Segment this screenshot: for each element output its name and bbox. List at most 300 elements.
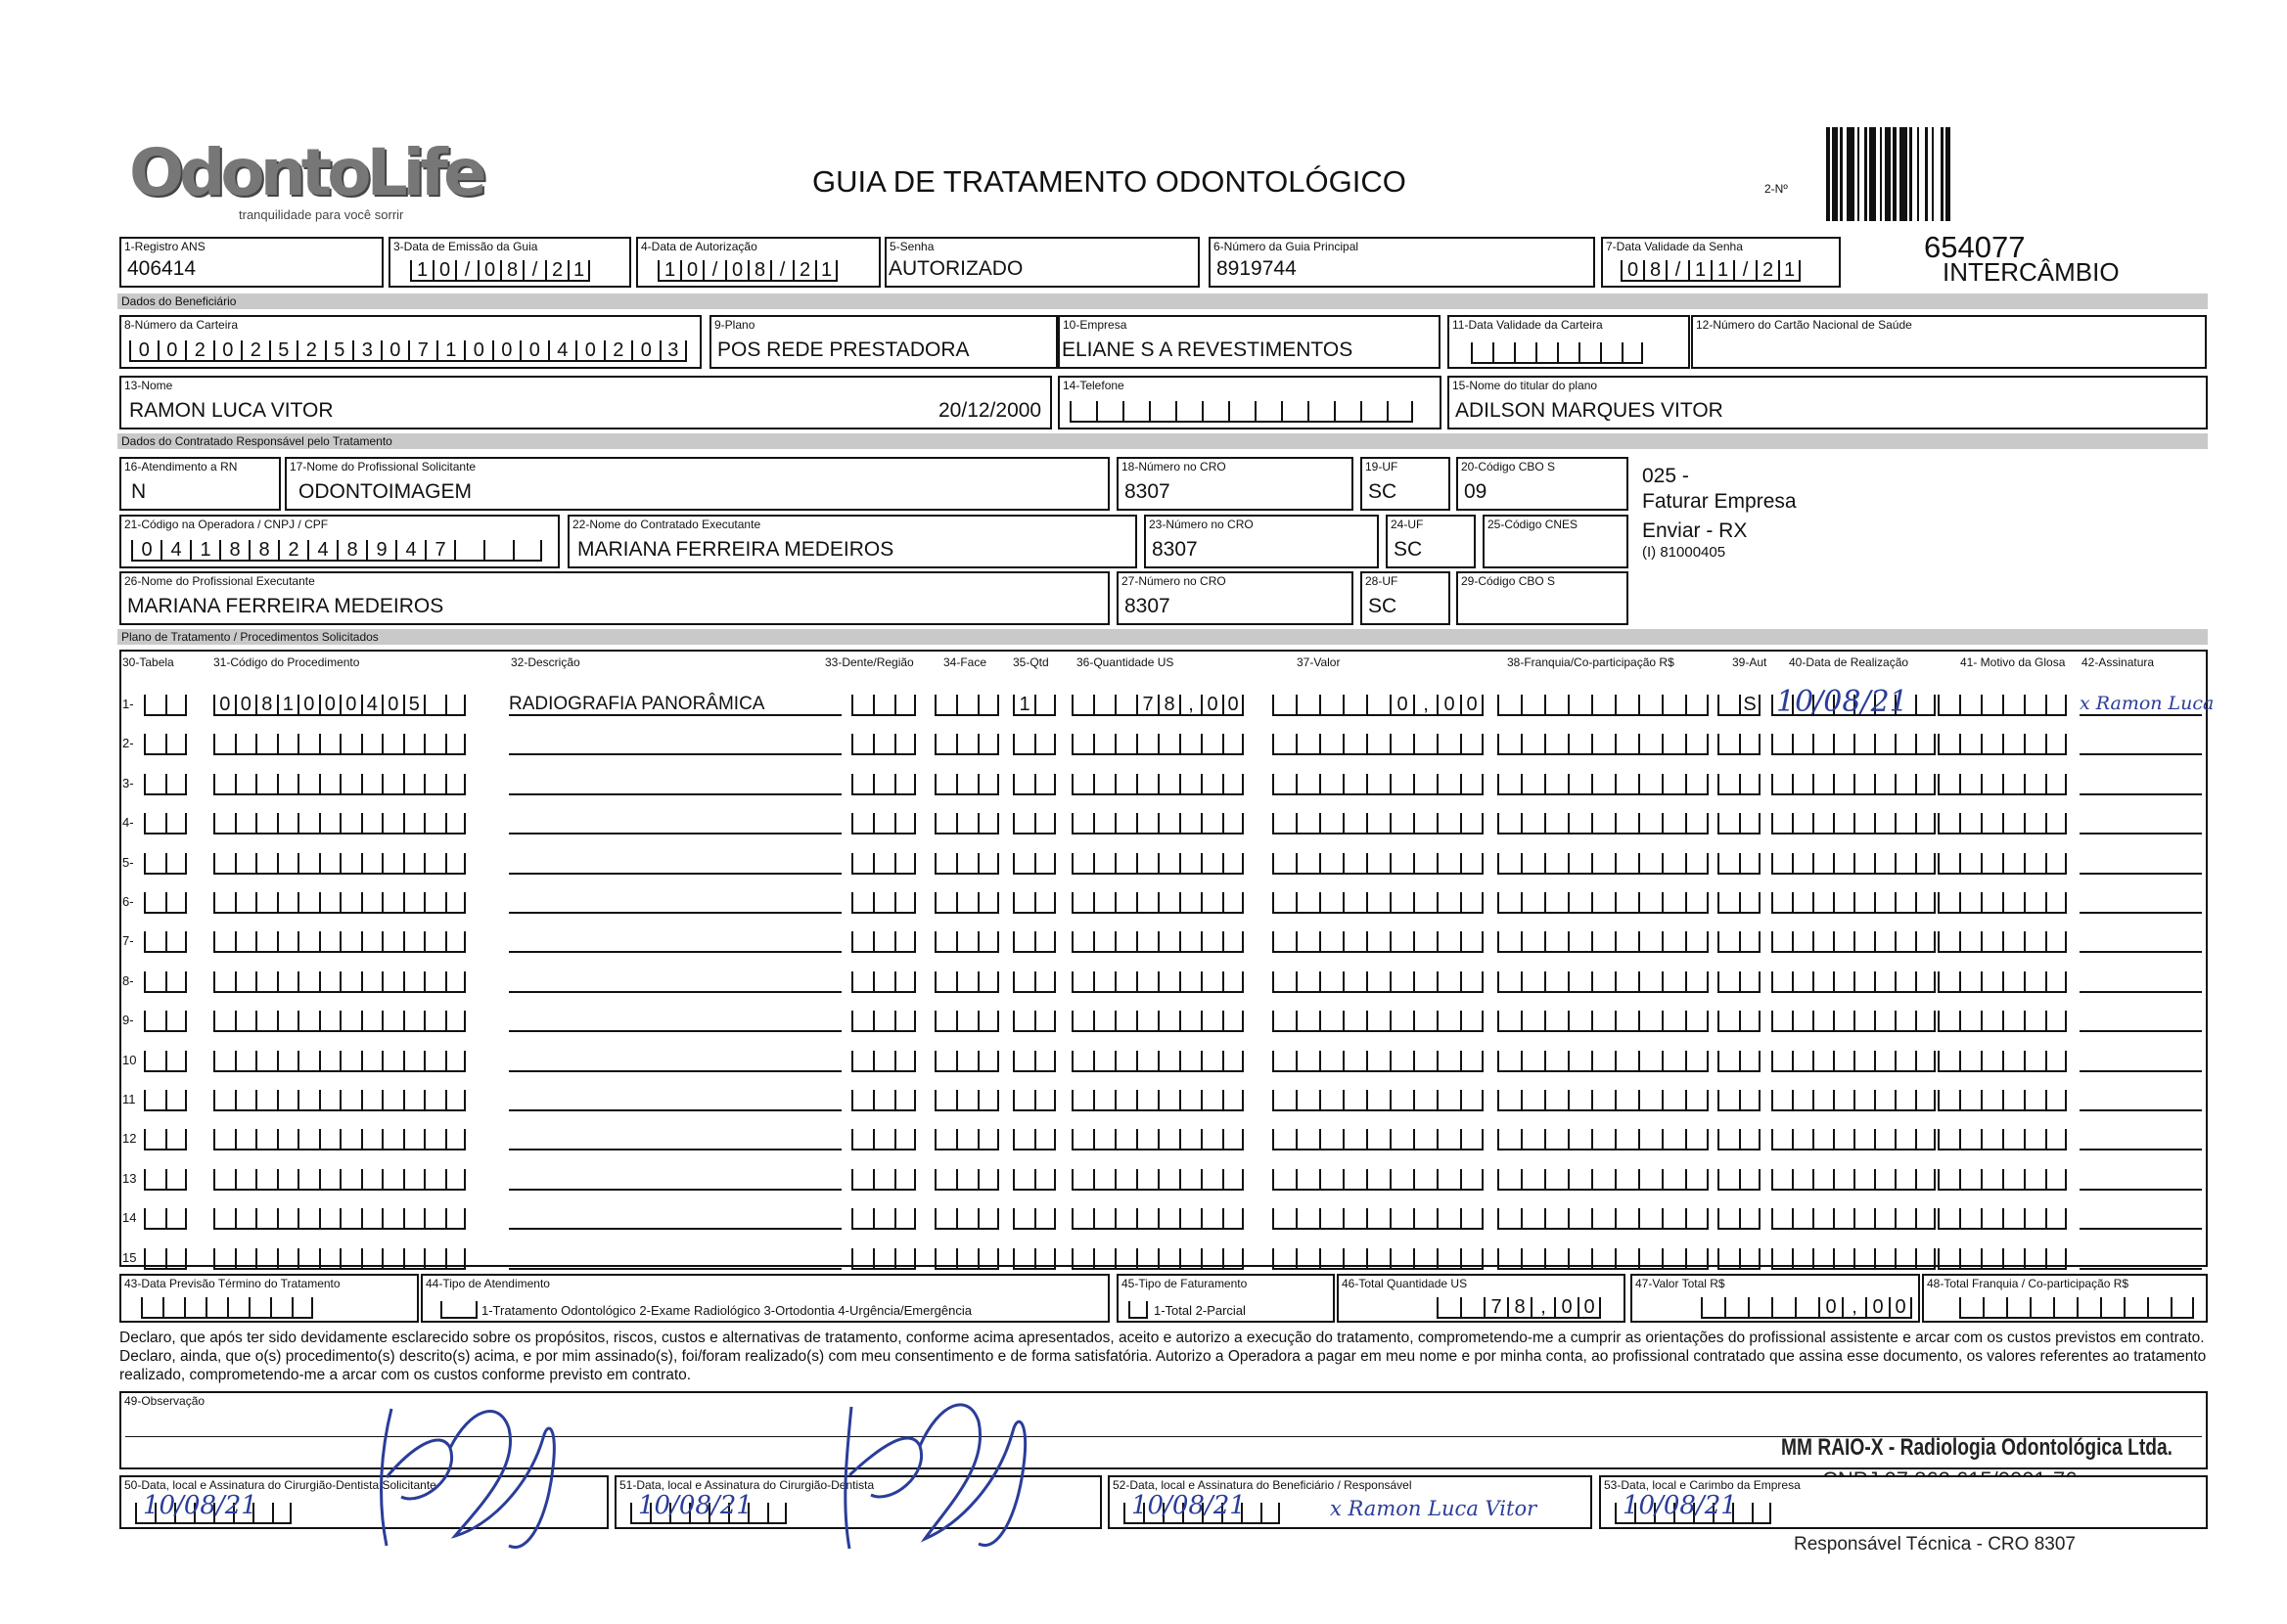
row-cells[interactable] <box>1072 1208 1244 1230</box>
row-cells[interactable] <box>213 892 466 914</box>
row-signature-line[interactable] <box>2080 1128 2202 1150</box>
field-previsao-termino[interactable] <box>119 1274 419 1323</box>
row-cells[interactable] <box>935 734 999 755</box>
row-cells[interactable] <box>1272 695 1484 716</box>
digit-cell <box>1981 1248 2002 1270</box>
row-cells[interactable] <box>144 1129 187 1150</box>
digit-cell <box>277 813 298 835</box>
row-cells[interactable] <box>144 695 187 716</box>
digit-cell <box>1938 1090 1959 1111</box>
row-cells[interactable] <box>1272 853 1484 875</box>
row-cells[interactable] <box>1272 734 1484 755</box>
row-cells[interactable] <box>144 774 187 795</box>
row-cells[interactable] <box>1013 1248 1056 1270</box>
row-cells[interactable] <box>935 695 999 716</box>
row-cells[interactable] <box>1771 971 1936 993</box>
row-cells[interactable] <box>935 813 999 835</box>
digit-cell <box>403 813 425 835</box>
digit-cell <box>1685 1248 1709 1270</box>
row-cells[interactable] <box>144 1248 187 1270</box>
field-senha[interactable] <box>885 237 1200 288</box>
row-cells[interactable] <box>1072 813 1244 835</box>
row-cells[interactable] <box>144 931 187 953</box>
digit-cell <box>1521 1129 1544 1150</box>
row-cells[interactable] <box>1717 1090 1761 1111</box>
row-cells[interactable] <box>1013 1051 1056 1072</box>
row-cells[interactable] <box>1272 813 1484 835</box>
row-cells[interactable] <box>144 1090 187 1111</box>
field-numero-carteira[interactable] <box>119 315 702 369</box>
row-signature-line[interactable] <box>2080 930 2202 953</box>
row-signature-line[interactable] <box>2080 1247 2202 1270</box>
row-cells[interactable] <box>1072 734 1244 755</box>
row-cells[interactable] <box>1497 1169 1709 1191</box>
row-signature-line[interactable] <box>2080 1168 2202 1191</box>
row-cells[interactable] <box>1272 1090 1484 1111</box>
row-cells[interactable] <box>213 1011 466 1032</box>
field-assinatura-beneficiario[interactable] <box>1108 1475 1592 1529</box>
row-cells[interactable] <box>1497 1208 1709 1230</box>
row-cells[interactable] <box>144 853 187 875</box>
digit-cell <box>1222 1129 1244 1150</box>
digit-cell: 7 <box>425 540 454 562</box>
row-cells[interactable] <box>213 1129 466 1150</box>
row-cells[interactable] <box>1771 931 1936 953</box>
row-cells[interactable] <box>1717 734 1761 755</box>
row-cells[interactable] <box>1497 734 1709 755</box>
digit-cell <box>1959 734 1981 755</box>
digit-cell <box>1272 971 1296 993</box>
row-cells[interactable] <box>1497 931 1709 953</box>
row-description[interactable] <box>509 773 842 795</box>
row-description[interactable] <box>509 970 842 993</box>
digit-cell <box>1158 1248 1179 1270</box>
row-number: 13 <box>122 1170 137 1186</box>
row-cells[interactable] <box>851 1011 916 1032</box>
row-cells[interactable] <box>1072 853 1244 875</box>
row-cells[interactable] <box>1272 971 1484 993</box>
digit-cell <box>1568 892 1591 914</box>
row-cells[interactable] <box>1938 1248 2067 1270</box>
digit-cell <box>1717 734 1739 755</box>
row-cells[interactable] <box>1272 1129 1484 1150</box>
row-cells[interactable] <box>1497 695 1709 716</box>
row-cells[interactable] <box>1717 1051 1761 1072</box>
field-uf[interactable] <box>1360 457 1450 511</box>
row-description[interactable] <box>509 1050 842 1072</box>
row-cells[interactable] <box>1771 1248 1936 1270</box>
row-cells[interactable] <box>935 892 999 914</box>
row-cells[interactable] <box>935 931 999 953</box>
row-cells[interactable] <box>1497 1129 1709 1150</box>
row-description[interactable] <box>509 733 842 755</box>
birth-date: 20/12/2000 <box>938 399 1042 422</box>
row-cells[interactable] <box>1717 1129 1761 1150</box>
field-total-quantidade-us[interactable] <box>1337 1274 1625 1323</box>
row-cells[interactable] <box>1938 695 2067 716</box>
digit-cell <box>1895 1248 1915 1270</box>
field-empresa[interactable] <box>1058 315 1441 369</box>
row-cells[interactable] <box>1272 931 1484 953</box>
field-telefone[interactable] <box>1058 376 1441 429</box>
row-cells[interactable] <box>1938 1051 2067 1072</box>
row-cells[interactable] <box>935 1011 999 1032</box>
digit-cell: 1 <box>277 695 298 716</box>
row-cells[interactable] <box>1717 695 1761 716</box>
row-cells[interactable] <box>1938 892 2067 914</box>
row-cells[interactable] <box>1072 1090 1244 1111</box>
row-cells[interactable] <box>213 1051 466 1072</box>
row-description[interactable] <box>509 1168 842 1191</box>
row-description[interactable] <box>509 1010 842 1032</box>
field-codigo-cbo[interactable] <box>1456 457 1628 511</box>
row-cells[interactable] <box>1938 774 2067 795</box>
row-cells[interactable] <box>1717 931 1761 953</box>
row-cells[interactable] <box>1938 1169 2067 1191</box>
row-signature-line[interactable] <box>2080 1089 2202 1111</box>
row-cells[interactable] <box>851 971 916 993</box>
field-atendimento-rn[interactable] <box>119 457 281 511</box>
digit-cell <box>403 1169 425 1191</box>
row-cells[interactable] <box>1717 1011 1761 1032</box>
row-cells[interactable] <box>1771 1129 1936 1150</box>
digit-cell <box>1812 1011 1833 1032</box>
row-cells[interactable] <box>851 734 916 755</box>
row-cells[interactable] <box>1013 1169 1056 1191</box>
row-description[interactable] <box>509 852 842 875</box>
digit-cell <box>2024 1169 2045 1191</box>
digit-cell <box>1959 774 1981 795</box>
row-cells[interactable] <box>1072 892 1244 914</box>
row-cells[interactable] <box>851 931 916 953</box>
row-cells[interactable] <box>935 1090 999 1111</box>
row-cells[interactable] <box>1497 853 1709 875</box>
digit-cell <box>1717 853 1739 875</box>
row-cells[interactable] <box>1072 1248 1244 1270</box>
digit-cell <box>361 1208 383 1230</box>
digit-cell <box>1343 1169 1366 1191</box>
digit-cell <box>297 813 319 835</box>
row-cells[interactable] <box>1272 1051 1484 1072</box>
row-cells[interactable] <box>1497 774 1709 795</box>
digit-cell <box>255 1248 277 1270</box>
row-cells[interactable] <box>1013 774 1056 795</box>
digit-cell <box>1544 1208 1568 1230</box>
row-cells[interactable] <box>1013 892 1056 914</box>
row-cells[interactable] <box>1771 1208 1936 1230</box>
row-cells[interactable] <box>1497 1051 1709 1072</box>
row-description[interactable] <box>509 1089 842 1111</box>
digit-cell: 4 <box>395 540 425 562</box>
digit-cell <box>424 1169 445 1191</box>
row-description[interactable] <box>509 891 842 914</box>
row-cells[interactable] <box>1771 1011 1936 1032</box>
digit-cell <box>1812 971 1833 993</box>
row-cells[interactable] <box>1717 813 1761 835</box>
row-cells[interactable] <box>1771 892 1936 914</box>
field-cro-profissional-executante[interactable] <box>1117 571 1353 625</box>
row-cells[interactable] <box>935 853 999 875</box>
row-cells[interactable] <box>1013 1129 1056 1150</box>
row-signature-line[interactable] <box>2080 970 2202 993</box>
row-cells[interactable] <box>1272 1208 1484 1230</box>
row-description[interactable] <box>509 1128 842 1150</box>
digit-cell <box>1072 1169 1093 1191</box>
row-cells[interactable] <box>851 695 916 716</box>
field-profissional-executante[interactable] <box>119 571 1110 625</box>
row-cells[interactable] <box>1013 971 1056 993</box>
row-signature-line[interactable] <box>2080 812 2202 835</box>
row-cells[interactable] <box>144 892 187 914</box>
row-cells[interactable] <box>935 1129 999 1150</box>
row-cells[interactable] <box>1938 813 2067 835</box>
row-cells[interactable] <box>213 734 466 755</box>
digit-cell <box>1981 1169 2002 1191</box>
row-cells[interactable] <box>1938 1090 2067 1111</box>
digit-cell <box>767 1503 787 1524</box>
field-data-emissao[interactable] <box>389 237 631 288</box>
field-validade-senha[interactable] <box>1601 237 1841 288</box>
digit-cell <box>1222 1248 1244 1270</box>
digit-cell <box>319 1011 341 1032</box>
field-codigo-cnes[interactable] <box>1483 515 1628 568</box>
digit-cell: 0 <box>1865 1297 1889 1319</box>
digit-cell <box>165 1169 187 1191</box>
digit-cell <box>1662 1248 1685 1270</box>
row-cells[interactable] <box>1013 1090 1056 1111</box>
digit-cell <box>1833 971 1853 993</box>
row-cells[interactable] <box>1771 1169 1936 1191</box>
row-signature-line[interactable] <box>2080 891 2202 914</box>
field-guia-principal[interactable] <box>1209 237 1595 288</box>
row-cells[interactable] <box>1938 1011 2067 1032</box>
row-cells[interactable] <box>1013 1011 1056 1032</box>
row-signature-line[interactable] <box>2080 852 2202 875</box>
digit-cell <box>445 774 467 795</box>
row-cells[interactable] <box>213 813 466 835</box>
row-cells[interactable] <box>851 1051 916 1072</box>
row-cells[interactable] <box>1717 774 1761 795</box>
row-cells[interactable] <box>1717 1248 1761 1270</box>
digit-cell: / <box>1733 260 1756 282</box>
field-registro-ans[interactable] <box>119 237 384 288</box>
row-cells[interactable] <box>1771 1051 1936 1072</box>
digit-cell <box>297 1208 319 1230</box>
digit-cell <box>1072 1011 1093 1032</box>
row-cells[interactable] <box>1497 892 1709 914</box>
digit-cell <box>1895 1169 1915 1191</box>
note-line: (I) 81000405 <box>1642 544 1726 561</box>
row-cells[interactable] <box>851 1208 916 1230</box>
row-cells[interactable] <box>1072 931 1244 953</box>
row-cells[interactable] <box>1072 695 1244 716</box>
row-cells[interactable] <box>1717 892 1761 914</box>
row-cells[interactable] <box>1072 1129 1244 1150</box>
field-validade-carteira[interactable] <box>1447 315 1690 369</box>
checkbox-tipo-faturamento[interactable] <box>1128 1301 1148 1319</box>
field-numero-cro[interactable] <box>1117 457 1353 511</box>
row-cells[interactable] <box>213 971 466 993</box>
row-cells[interactable] <box>1013 853 1056 875</box>
row-cells[interactable] <box>144 1169 187 1191</box>
row-cells[interactable] <box>1497 1090 1709 1111</box>
row-signature-line[interactable] <box>2080 773 2202 795</box>
digit-cell <box>445 1129 467 1150</box>
digit-cell <box>1013 1011 1034 1032</box>
row-cells[interactable] <box>144 734 187 755</box>
row-cells[interactable] <box>935 971 999 993</box>
row-cells[interactable] <box>1771 853 1936 875</box>
digit-cell <box>1179 1051 1201 1072</box>
row-cells[interactable] <box>851 813 916 835</box>
row-cells[interactable] <box>1013 813 1056 835</box>
digit-cell <box>1739 1051 1761 1072</box>
row-signature-line[interactable] <box>2080 1010 2202 1032</box>
digit-cell <box>1179 1208 1201 1230</box>
digit-cell <box>1093 1090 1115 1111</box>
row-cells[interactable] <box>1938 1208 2067 1230</box>
row-cells[interactable] <box>1497 813 1709 835</box>
row-cells[interactable] <box>1272 1011 1484 1032</box>
row-cells[interactable] <box>1717 1208 1761 1230</box>
digit-cell <box>292 1297 313 1319</box>
row-cells[interactable] <box>1013 1208 1056 1230</box>
row-cells[interactable] <box>1938 1129 2067 1150</box>
row-description[interactable]: RADIOGRAFIA PANORÂMICA <box>509 694 842 716</box>
row-cells[interactable] <box>851 1169 916 1191</box>
field-total-franquia[interactable] <box>1922 1274 2208 1323</box>
row-cells[interactable] <box>213 931 466 953</box>
row-cells[interactable] <box>1497 971 1709 993</box>
checkbox-tipo-atendimento[interactable] <box>440 1301 478 1319</box>
digit-cell <box>1390 1090 1413 1111</box>
row-cells[interactable] <box>1013 695 1056 716</box>
row-signature-line[interactable] <box>2080 1207 2202 1230</box>
row-cells[interactable] <box>935 1051 999 1072</box>
row-cells[interactable] <box>144 1208 187 1230</box>
row-description[interactable] <box>509 812 842 835</box>
row-cells[interactable] <box>1072 774 1244 795</box>
row-cells[interactable] <box>1717 1169 1761 1191</box>
row-cells[interactable] <box>1771 1090 1936 1111</box>
row-cells[interactable] <box>1717 971 1761 993</box>
row-cells[interactable] <box>1072 1169 1244 1191</box>
digit-cell <box>956 1129 978 1150</box>
row-cells[interactable] <box>935 1208 999 1230</box>
field-nome[interactable] <box>119 376 1052 429</box>
row-cells[interactable] <box>1771 813 1936 835</box>
row-cells[interactable] <box>213 1090 466 1111</box>
row-cells[interactable] <box>1771 734 1936 755</box>
row-cells[interactable] <box>1272 774 1484 795</box>
field-codigo-operadora[interactable] <box>119 515 560 568</box>
row-cells[interactable] <box>1938 734 2067 755</box>
row-cells[interactable] <box>1938 931 2067 953</box>
row-cells[interactable] <box>144 1011 187 1032</box>
field-data-autorizacao[interactable] <box>636 237 881 288</box>
row-cells[interactable] <box>213 774 466 795</box>
digit-cell <box>1717 1248 1739 1270</box>
row-cells[interactable] <box>1938 971 2067 993</box>
field-valor-total[interactable] <box>1630 1274 1920 1323</box>
digit-cell <box>1034 734 1056 755</box>
row-cells[interactable] <box>1072 1051 1244 1072</box>
field-titular-plano[interactable] <box>1447 376 2208 429</box>
row-signature-line[interactable] <box>2080 1050 2202 1072</box>
row-cells[interactable] <box>1072 971 1244 993</box>
field-uf-executante[interactable] <box>1386 515 1476 568</box>
field-tipo-atendimento[interactable] <box>421 1274 1110 1323</box>
row-cells[interactable] <box>1938 853 2067 875</box>
field-numero-cro-executante[interactable] <box>1144 515 1379 568</box>
digit-cell <box>1812 1090 1833 1111</box>
row-cells[interactable] <box>935 1169 999 1191</box>
row-cells[interactable] <box>1497 1248 1709 1270</box>
row-cells[interactable] <box>935 774 999 795</box>
row-cells[interactable] <box>1497 1011 1709 1032</box>
row-cells[interactable] <box>213 1248 466 1270</box>
digit-cell <box>1895 971 1915 993</box>
row-cells[interactable] <box>213 695 466 716</box>
row-cells[interactable] <box>1272 892 1484 914</box>
digit-cell <box>424 931 445 953</box>
field-uf-profissional[interactable] <box>1360 571 1450 625</box>
digit-cell <box>1853 1090 1874 1111</box>
digit-cell <box>165 1129 187 1150</box>
row-cells[interactable] <box>851 1129 916 1150</box>
digit-cell <box>213 734 235 755</box>
row-cells[interactable] <box>213 1208 466 1230</box>
row-cells[interactable] <box>1717 853 1761 875</box>
row-cells[interactable] <box>1272 1169 1484 1191</box>
field-profissional-solicitante[interactable] <box>285 457 1110 511</box>
digit-cell <box>2045 813 2067 835</box>
row-cells[interactable] <box>851 1090 916 1111</box>
row-cells[interactable] <box>1771 774 1936 795</box>
field-cartao-nacional-saude[interactable] <box>1691 315 2207 369</box>
row-cells[interactable] <box>144 813 187 835</box>
row-cells[interactable] <box>1013 734 1056 755</box>
digit-cell <box>1568 734 1591 755</box>
row-cells[interactable] <box>1272 1248 1484 1270</box>
row-cells[interactable] <box>851 774 916 795</box>
digit-cell <box>935 892 956 914</box>
field-tipo-faturamento[interactable] <box>1117 1274 1335 1323</box>
row-description[interactable] <box>509 1247 842 1270</box>
digit-cell <box>1222 1208 1244 1230</box>
row-cells[interactable] <box>213 853 466 875</box>
digit-cell <box>1093 774 1115 795</box>
row-cells[interactable] <box>1072 1011 1244 1032</box>
field-cbo-profissional[interactable] <box>1456 571 1628 625</box>
field-plano[interactable] <box>709 315 1058 369</box>
row-cells[interactable] <box>144 971 187 993</box>
row-cells[interactable] <box>213 1169 466 1191</box>
digit-cell <box>1853 1208 1874 1230</box>
row-cells[interactable] <box>1013 931 1056 953</box>
field-carimbo-empresa[interactable] <box>1599 1475 2208 1529</box>
row-description[interactable] <box>509 930 842 953</box>
field-contratado-executante[interactable] <box>568 515 1137 568</box>
row-cells[interactable] <box>851 1248 916 1270</box>
row-description[interactable] <box>509 1207 842 1230</box>
row-cells[interactable] <box>851 853 916 875</box>
digit-cell <box>894 1248 916 1270</box>
row-cells[interactable] <box>935 1248 999 1270</box>
row-cells[interactable] <box>144 1051 187 1072</box>
row-cells[interactable] <box>851 892 916 914</box>
row-signature-line[interactable] <box>2080 733 2202 755</box>
